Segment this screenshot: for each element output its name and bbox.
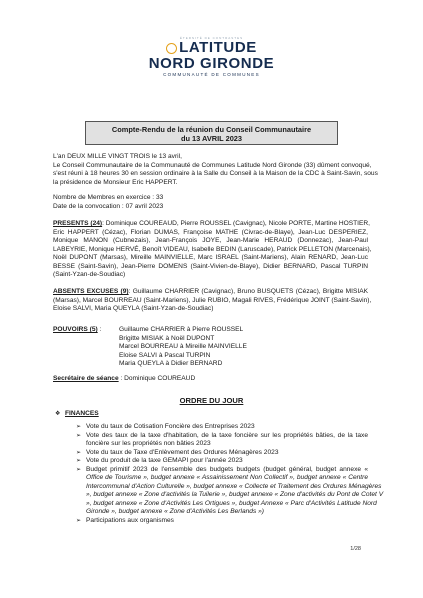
arrow-bullet-icon: ➢: [76, 432, 82, 439]
agenda-item-budget-cont: », budget annexe « Zone d'activités la Tuilerie », budget annexe « Zone d'activités du Pont de Cotet V: [86, 491, 384, 498]
intro-line-1: L'an DEUX MILLE VINGT TROIS le 13 avril,: [53, 153, 182, 160]
agenda-item-taux-cont: foncière sur les propriétés non bâties 2023: [86, 440, 211, 447]
arrow-bullet-icon: ➢: [76, 517, 82, 524]
members-count: Nombre de Membres en exercice : 33: [53, 194, 164, 201]
title-line-1: Compte-Rendu de la réunion du Conseil Communautaire: [111, 125, 312, 134]
presents-line-5: Noël DUPONT (Marsas), Mireille MAINVIELLE, Marc ISRAEL (Saint-Mariens), Alain RENARD, Jean-Luc: [53, 254, 368, 261]
pouvoir-item: Eloise SALVI à Pascal TURPIN: [119, 351, 211, 359]
arrow-bullet-icon: ➢: [76, 424, 82, 430]
page-number: 1/28: [350, 546, 361, 552]
agenda-item-taux: Vote des taux de la taxe d'habitation, de la taxe foncière sur les propriétés bâties, de la taxe: [86, 431, 368, 439]
absents-line-3: Eloise SALVI, Maria QUEYLA (Saint-Yzan-de-Soudiac): [53, 305, 214, 312]
pouvoir-item: Guillaume CHARRIER à Pierre ROUSSEL: [119, 326, 244, 333]
agenda-item-budget-cont: Intercommunal d'Action Culturelle », budget annexe « Collecte et Traitement des Ordures Ménagères: [86, 482, 382, 490]
logo-line-1: LATITUDE: [0, 40, 423, 56]
logo-mark-icon: [166, 43, 177, 54]
presents-line-6: BESSE (Saint-Savin), Jean-Pierre DOMENS (Saint-Vivien-de-Blaye), Didier BERNARD, Pascal TURPIN: [53, 262, 368, 270]
pouvoirs-label: POUVOIRS (5): [53, 326, 98, 333]
presents-label: PRESENTS (24): [53, 220, 103, 227]
presents-line-7: (Saint-Yzan-de-Soudiac): [53, 271, 126, 278]
agenda-item-participations: Participations aux organismes: [86, 516, 174, 524]
arrow-bullet-icon: ➢: [76, 466, 82, 473]
agenda-item-budget-cont: Office de Tourisme », budget annexe « Assainissement Non Collectif », budget annexe « Centre: [86, 474, 368, 481]
diamond-bullet-icon: ❖: [55, 411, 61, 417]
pouvoir-item: Brigitte MISIAK à Noël DUPONT: [119, 334, 215, 342]
finances-heading: FINANCES: [65, 410, 99, 417]
absents-label: ABSENTS EXCUSES (9): [53, 288, 129, 295]
agenda-item-budget-cont: Gironde », budget annexe « Zone d'Activités Les Berlands »): [86, 508, 264, 515]
title-line-2: du 13 AVRIL 2023: [180, 134, 243, 143]
agenda-item-cfe: Vote du taux de Cotisation Foncière des Entreprises 2023: [86, 423, 255, 430]
presents-line-4: LABEYRIE, Monique HERVÉ, Benoît VIDEAU, Isabelle BEDIN (Laruscade), Patrick PELLETON (Marcenais),: [53, 245, 372, 253]
arrow-bullet-icon: ➢: [76, 458, 82, 464]
secretaire-de-seance: Secrétaire de séance : Dominique COUREAUD: [53, 375, 196, 382]
pouvoirs-heading: POUVOIRS (5) :: [53, 326, 102, 333]
document-title: [85, 121, 338, 145]
agenda-item-budget-cont: », budget annexe « Zone d'Activités Les Ortigues », budget Annexe « Parc d'Activités Latitude Nord: [86, 499, 377, 507]
agenda-item-teom: Vote du taux de Taxe d'Enlèvement des Ordures Ménagères 2023: [86, 448, 279, 456]
absents-line-1: ABSENTS EXCUSES (9): Guillaume CHARRIER (Cavignac), Bruno BUSQUETS (Cézac), Brigitte MISIAK: [53, 288, 368, 295]
intro-line-2: Le Conseil Communautaire de la Communauté de Communes Latitude Nord Gironde (33) dûment convoqué,: [53, 161, 372, 169]
intro-line-4: la présidence de Monsieur Eric HAPPERT.: [53, 178, 178, 186]
logo-tagline: ÉTERNITÉ DE CONTRASTES: [179, 36, 244, 40]
convocation-date: Date de la convocation : 07 avril 2023: [53, 202, 164, 210]
presents-line-2: Eric HAPPERT (Cézac), Florian DUMAS, Françoise MATHE (Civrac-de-Blaye), Jean-Luc DESPERIEZ,: [53, 228, 368, 236]
ordre-du-jour-heading: ORDRE DU JOUR: [179, 396, 244, 405]
pouvoir-item: Marcel BOURREAU à Mireille MAINVIELLE: [119, 343, 247, 350]
presents-line-3: Monique MANON (Cubnezais), Jean-François JOYE, Jean-Marie HERAUD (Donnezac), Jean-Paul: [53, 237, 368, 244]
presents-line-1: PRESENTS (24): Dominique COUREAUD, Pierre ROUSSEL (Cavignac), Nicole PORTE, Martine HOSTIER,: [53, 220, 370, 227]
intro-line-3: s'est réuni à 18 heures 30 en session ordinaire à la Salle du Conseil à la Maison de la CDC à Saint-Savin, sous: [53, 170, 378, 177]
arrow-bullet-icon: ➢: [76, 449, 82, 456]
absents-line-2: (Marsas), Marcel BOURREAU (Saint-Mariens), Julie RUBIO, Magali RIVES, Frédérique JOINT (Saint-Savin),: [53, 296, 372, 304]
logo: [0, 36, 423, 78]
agenda-item-budget: Budget primitif 2023 de l'ensemble des budgets budgets (budget général, budget annexe «: [86, 465, 368, 473]
pouvoir-item: Maria QUEYLA à Didier BERNARD: [119, 360, 223, 367]
agenda-item-gemapi: Vote du produit de la taxe GEMAPI pour l'année 2023: [86, 457, 243, 464]
secretaire-label: Secrétaire de séance: [53, 375, 119, 382]
logo-line-2: NORD GIRONDE: [148, 55, 275, 72]
logo-line-3: COMMUNAUTÉ DE COMMUNES: [163, 72, 260, 77]
